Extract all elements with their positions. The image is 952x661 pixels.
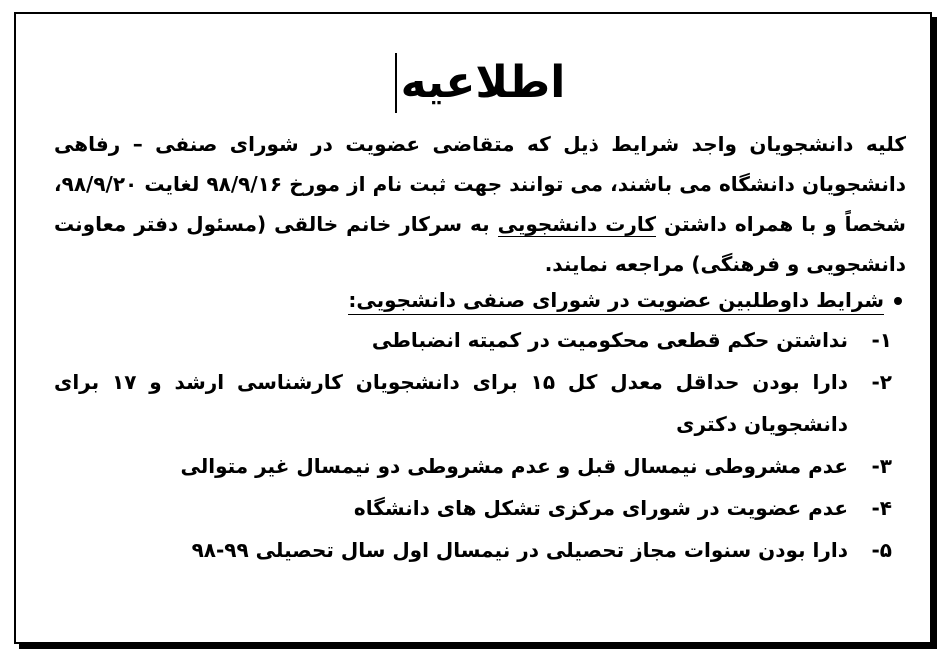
conditions-heading [54,286,906,315]
announcement-paragraph [54,124,906,284]
student-card-underlined: کارت دانشجویی [497,212,657,236]
condition-text: دارا بودن حداقل معدل کل ۱۵ برای دانشجویان کارشناسی ارشد و ۱۷ برای دانشجویان دکتری [54,370,849,436]
condition-text: دارا بودن سنوات مجاز تحصیلی در نیمسال اول سال تحصیلی ۹۹-۹۸ [191,538,848,562]
condition-number: ۲- [871,370,892,394]
condition-number: ۴- [871,496,892,520]
condition-number: ۵- [871,538,892,562]
paragraph-text-start: کلیه دانشجویان واجد شرایط ذیل که متقاضی عضویت در شورای صنفی – رفاهی دانشجویان دانشگاه می باشند، می توانند جهت ثبت نام از مورخ ۹۸/۹/۱۶ لغایت ۹۸/۹/۲۰، شخصاً و با همراه داشتن [54,132,906,236]
condition-text: نداشتن حکم قطعی محکومیت در کمیته انضباطی [371,328,848,352]
condition-item-5 [54,529,906,571]
conditions-list [54,319,906,571]
condition-number: ۱- [871,328,892,352]
condition-item-3 [54,445,906,487]
notice-title [54,50,906,116]
condition-text: عدم مشروطی نیمسال قبل و عدم مشروطی دو نیمسال غیر متوالی [180,454,848,478]
condition-item-4 [54,487,906,529]
notice-title-text: اطلاعیه [395,53,566,113]
conditions-heading-text: شرایط داوطلبین عضویت در شورای صنفی دانشجویی: [348,286,884,315]
notice-frame [14,12,932,644]
paragraph-text-end: به سرکار خانم خالقی (مسئول دفتر معاونت دانشجویی و فرهنگی) مراجعه نمایند. [54,212,906,276]
condition-item-1 [54,319,906,361]
condition-number: ۳- [871,454,892,478]
condition-text: عدم عضویت در شورای مرکزی تشکل های دانشگاه [353,496,848,520]
condition-item-2 [54,361,906,445]
bullet-icon [894,297,902,305]
notice-content [54,14,906,642]
